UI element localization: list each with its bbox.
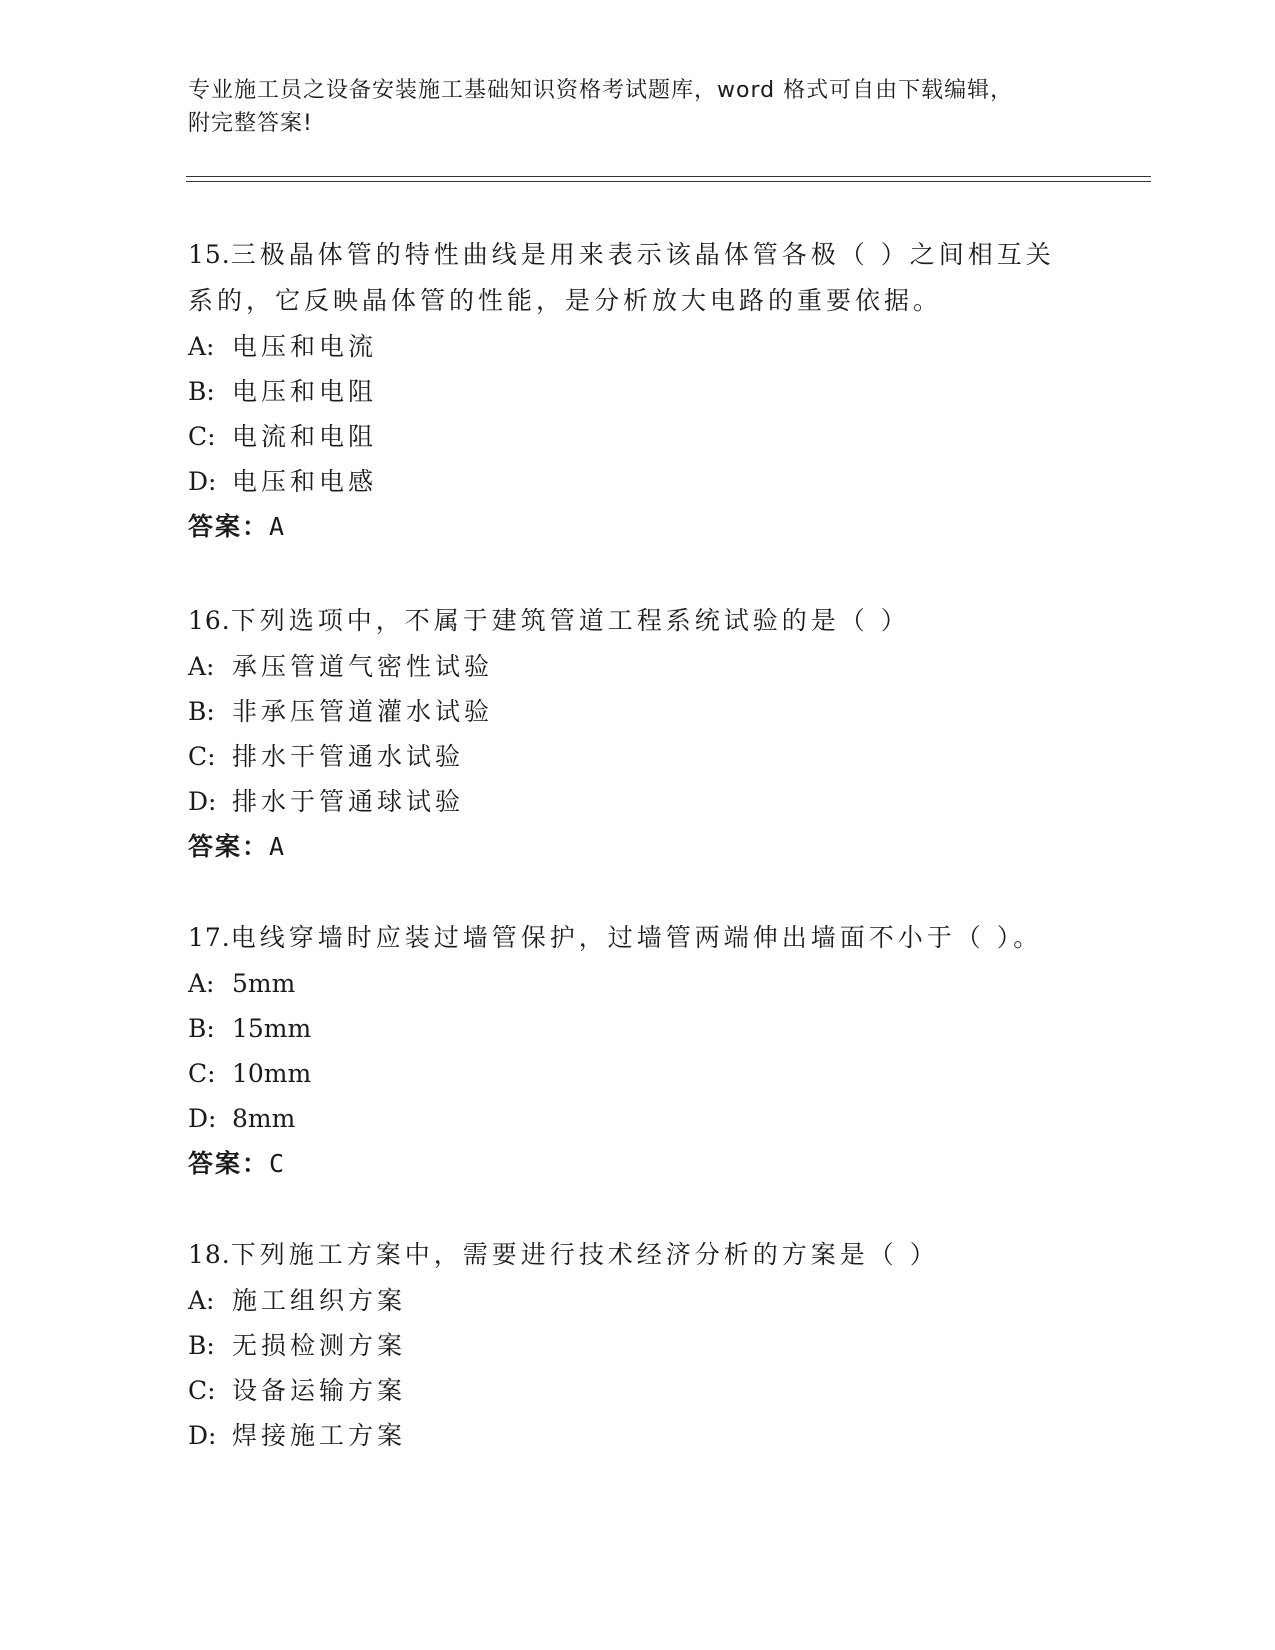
option-text: 施工组织方案 xyxy=(232,1286,407,1315)
option-text: 15mm xyxy=(232,1014,312,1043)
option-c xyxy=(188,1051,1088,1096)
option-text: 排水于管通球试验 xyxy=(232,787,465,816)
question-number: 17. xyxy=(188,923,231,952)
option-letter: A: xyxy=(188,969,215,998)
question-stem-line-2: 系的，它反映晶体管的性能，是分析放大电路的重要依据。 xyxy=(188,286,943,315)
answer-value: A xyxy=(269,512,287,541)
header-divider-top xyxy=(186,176,1151,177)
question-number: 18. xyxy=(188,1240,231,1269)
question-stem xyxy=(188,598,1088,644)
option-d xyxy=(188,1413,1088,1458)
option-letter: A: xyxy=(188,332,215,361)
answer-label: 答案： xyxy=(188,512,270,541)
option-text: 承压管道气密性试验 xyxy=(232,652,494,681)
option-text: 焊接施工方案 xyxy=(232,1421,407,1450)
option-a xyxy=(188,961,1088,1006)
option-letter: C: xyxy=(188,742,216,771)
question-stem xyxy=(188,1232,1088,1278)
answer-line xyxy=(188,504,1088,550)
option-text: 排水干管通水试验 xyxy=(232,742,465,771)
answer-line xyxy=(188,824,1088,870)
option-text: 非承压管道灌水试验 xyxy=(232,697,494,726)
option-text: 10mm xyxy=(232,1059,312,1088)
header-line-2: 附完整答案! xyxy=(188,111,313,136)
option-letter: C: xyxy=(188,1376,216,1405)
option-text: 电流和电阻 xyxy=(232,422,378,451)
question-stem-line-1: 电线穿墙时应装过墙管保护，过墙管两端伸出墙面不小于（ ）。 xyxy=(230,923,1043,952)
answer-label: 答案： xyxy=(188,1149,270,1178)
question-18 xyxy=(188,1232,1088,1458)
header-line-1: 专业施工员之设备安装施工基础知识资格考试题库，word 格式可自由下载编辑， xyxy=(188,78,1014,103)
option-text: 8mm xyxy=(232,1104,296,1133)
option-a xyxy=(188,644,1088,689)
answer-label: 答案： xyxy=(188,832,270,861)
option-letter: D: xyxy=(188,1421,217,1450)
question-15 xyxy=(188,232,1088,550)
document-header xyxy=(188,74,1088,140)
question-stem-line-1: 三极晶体管的特性曲线是用来表示该晶体管各极（ ）之间相互关 xyxy=(230,240,1055,269)
option-letter: C: xyxy=(188,1059,216,1088)
option-b xyxy=(188,689,1088,734)
header-divider-bottom xyxy=(186,181,1151,182)
option-letter: A: xyxy=(188,652,215,681)
option-a xyxy=(188,324,1088,369)
option-text: 电压和电感 xyxy=(232,467,378,496)
question-stem xyxy=(188,232,1088,324)
option-letter: D: xyxy=(188,467,217,496)
answer-value: A xyxy=(269,832,287,861)
option-d xyxy=(188,779,1088,824)
question-stem xyxy=(188,915,1088,961)
option-d xyxy=(188,459,1088,504)
answer-value: C xyxy=(269,1149,287,1178)
option-c xyxy=(188,414,1088,459)
option-letter: B: xyxy=(188,697,215,726)
answer-line xyxy=(188,1141,1088,1187)
option-letter: A: xyxy=(188,1286,215,1315)
option-d xyxy=(188,1096,1088,1141)
option-b xyxy=(188,369,1088,414)
option-letter: D: xyxy=(188,1104,217,1133)
option-b xyxy=(188,1006,1088,1051)
option-text: 5mm xyxy=(232,969,296,998)
option-text: 电压和电阻 xyxy=(232,377,378,406)
question-stem-line-1: 下列施工方案中，需要进行技术经济分析的方案是（ ） xyxy=(230,1240,939,1269)
question-17 xyxy=(188,915,1088,1187)
option-letter: B: xyxy=(188,1014,215,1043)
option-b xyxy=(188,1323,1088,1368)
option-text: 电压和电流 xyxy=(232,332,378,361)
option-letter: B: xyxy=(188,1331,215,1360)
question-number: 15. xyxy=(188,240,231,269)
option-c xyxy=(188,1368,1088,1413)
question-stem-line-1: 下列选项中，不属于建筑管道工程系统试验的是（ ） xyxy=(230,606,910,635)
option-text: 无损检测方案 xyxy=(232,1331,407,1360)
option-letter: C: xyxy=(188,422,216,451)
option-letter: B: xyxy=(188,377,215,406)
option-a xyxy=(188,1278,1088,1323)
option-c xyxy=(188,734,1088,779)
question-number: 16. xyxy=(188,606,231,635)
option-text: 设备运输方案 xyxy=(232,1376,407,1405)
option-letter: D: xyxy=(188,787,217,816)
question-16 xyxy=(188,598,1088,870)
